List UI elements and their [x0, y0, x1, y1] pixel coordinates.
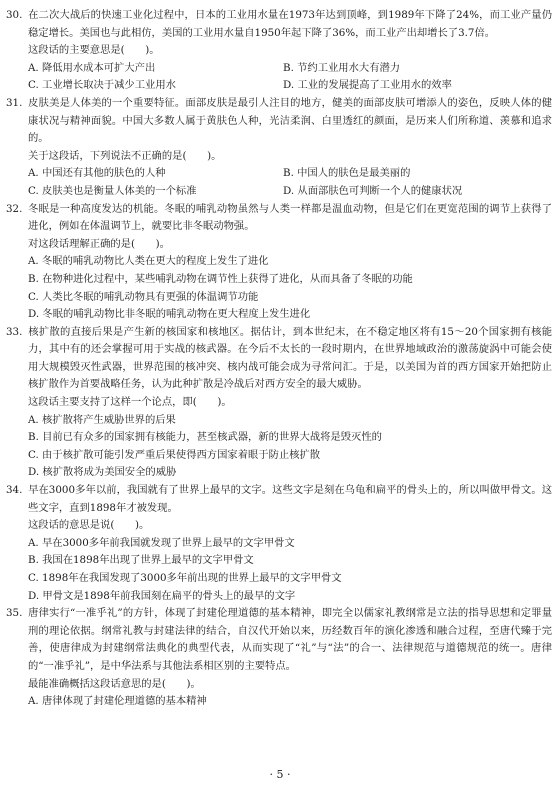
options-list	[6, 693, 552, 711]
option-a: A. 中国还有其他的肤色的人种	[28, 167, 166, 180]
question-number: 31.	[6, 96, 23, 109]
option-d: D. 冬眠的哺乳动物比非冬眠的哺乳动物在更大程度上发生进化	[28, 308, 311, 321]
question-prompt: 对这段话理解正确的是( )。	[28, 237, 170, 250]
question-number: 32.	[6, 202, 23, 215]
question-31	[6, 95, 552, 201]
option-c: C. 由于核扩散可能引发严重后果使得西方国家着眼于防止核扩散	[28, 448, 321, 461]
question-number: 34.	[6, 484, 23, 497]
question-prompt: 这段话主要支持了这样一个论点，即( )。	[28, 396, 232, 409]
question-prompt: 这段话的主要意思是( )。	[28, 44, 160, 57]
question-number: 30.	[6, 9, 23, 21]
question-30	[6, 7, 552, 95]
option-a: A. 唐律体现了封建伦理道德的基本精神	[28, 695, 207, 708]
option-c: C. 工业增长取决于减少工业用水	[28, 79, 176, 92]
option-b: B. 目前已有众多的国家拥有核能力，甚至核武器，新的世界大战将是毁灭性的	[28, 431, 382, 444]
option-c: C. 1898年在我国发现了3000多年前出现的世界上最早的文字甲骨文	[28, 572, 342, 584]
question-text: 皮肤美是人体美的一个重要特征。面部皮肤是最引人注目的地方，健美的面部皮肤可增添人的姿色，反映人体的健康状况与精神面貌。中国大多数人属于黄肤色人种，光洁柔润、白里透红的颜面，是历来人们所称道、羡慕和追求的。	[28, 96, 552, 145]
option-d: D. 从面部肤色可判断一个人的健康状况	[283, 184, 463, 197]
question-34	[6, 482, 552, 605]
option-c: C. 人类比冬眠的哺乳动物具有更强的体温调节功能	[28, 290, 259, 303]
options-list	[6, 535, 552, 605]
question-33	[6, 324, 552, 482]
option-a: A. 核扩散将产生威胁世界的后果	[28, 413, 176, 426]
option-b: B. 我国在1898年出现了世界上最早的文字甲骨文	[28, 554, 254, 567]
question-text: 在二次大战后的快速工业化过程中，日本的工业用水量在1973年达到顶峰，到1989年下降了24%，而工业产量仍稳定增长。美国也与此相仿，美国的工业用水量自1950年起下降了36%，而工业产出却增长了3.7倍。	[28, 9, 552, 39]
option-a: A. 冬眠的哺乳动物比人类在更大的程度上发生了进化	[28, 255, 269, 268]
question-stem	[6, 324, 552, 394]
question-number: 35.	[6, 607, 23, 620]
question-number: 33.	[6, 325, 23, 338]
option-b: B. 节约工业用水大有潜力	[283, 61, 401, 74]
option-a: A. 降低用水成本可扩大产出	[28, 61, 156, 74]
question-32	[6, 201, 552, 324]
page-number: · 5 ·	[269, 768, 291, 781]
question-prompt: 最能准确概括这段话意思的是( )。	[28, 677, 201, 690]
question-35	[6, 605, 552, 711]
options-list	[6, 60, 552, 95]
option-d: D. 工业的发展提高了工业用水的效率	[283, 79, 452, 92]
question-text: 核扩散的直接后果是产生新的核国家和核地区。据估计，到本世纪末，在不稳定地区将有15～20个国家拥有核能力，其中有的还会掌握可用于实战的核武器。在今后不太长的一段时期内，在世界地域政治的激荡旋涡中可能会使用大规模毁灭性武器，世界范围的核冲突、核内战可能会成为寻常问汇。于是，以美国为首的西方国家开始把防止核扩散作为首要战略任务，认为此种扩散是冷战后对西方安全的最大威胁。	[28, 325, 552, 391]
options-list	[6, 253, 552, 323]
question-text: 早在3000多年以前，我国就有了世界上最早的文字。这些文字是刻在乌龟和扁平的骨头上的，所以叫做甲骨文。这些文字，直到1898年才被发现。	[28, 484, 552, 514]
option-d: D. 核扩散将成为美国安全的威胁	[28, 466, 177, 479]
exam-page	[6, 7, 552, 711]
question-stem	[6, 482, 552, 517]
option-d: D. 甲骨文是1898年前我国刻在扁平的骨头上的最早的文字	[28, 589, 296, 602]
option-a: A. 早在3000多年前我国就发现了世界上最早的文字甲骨文	[28, 536, 295, 549]
options-list	[6, 165, 552, 200]
question-stem	[6, 201, 552, 236]
question-stem	[6, 95, 552, 148]
question-text: 冬眠是一种高度发达的机能。冬眠的哺乳动物虽然与人类一样都是温血动物，但是它们在更宽范围的调节上获得了进化，例如在体温调节上，就要比非冬眠动物强。	[28, 202, 552, 233]
question-prompt: 关于这段话，下列说法不正确的是( )。	[28, 149, 222, 162]
option-b: B. 在物种进化过程中，某些哺乳动物在调节性上获得了进化，从而具备了冬眠的功能	[28, 272, 413, 285]
question-stem	[6, 605, 552, 675]
question-text: 唐律实行“一准乎礼”的方针，体现了封建伦理道德的基本精神，即完全以儒家礼教纲常是立法的指导思想和定罪量刑的理论依据。纲常礼教与封建法律的结合，自汉代开始以来，历经数百年的演化渗透和融合过程，至唐代臻于完善，使唐律成为封建纲常法典化的典型代表，从而实现了“礼”与“法”的合一、法律规范与道德规范的统一。唐律的“一准乎礼”，是中华法系与其他法系相区别的主要特点。	[28, 607, 552, 672]
question-prompt: 这段话的意思是说( )。	[28, 519, 150, 532]
option-c: C. 皮肤美也是衡量人体美的一个标准	[28, 184, 197, 197]
option-b: B. 中国人的肤色是最美丽的	[283, 167, 411, 180]
question-stem	[6, 7, 552, 42]
options-list	[6, 412, 552, 482]
